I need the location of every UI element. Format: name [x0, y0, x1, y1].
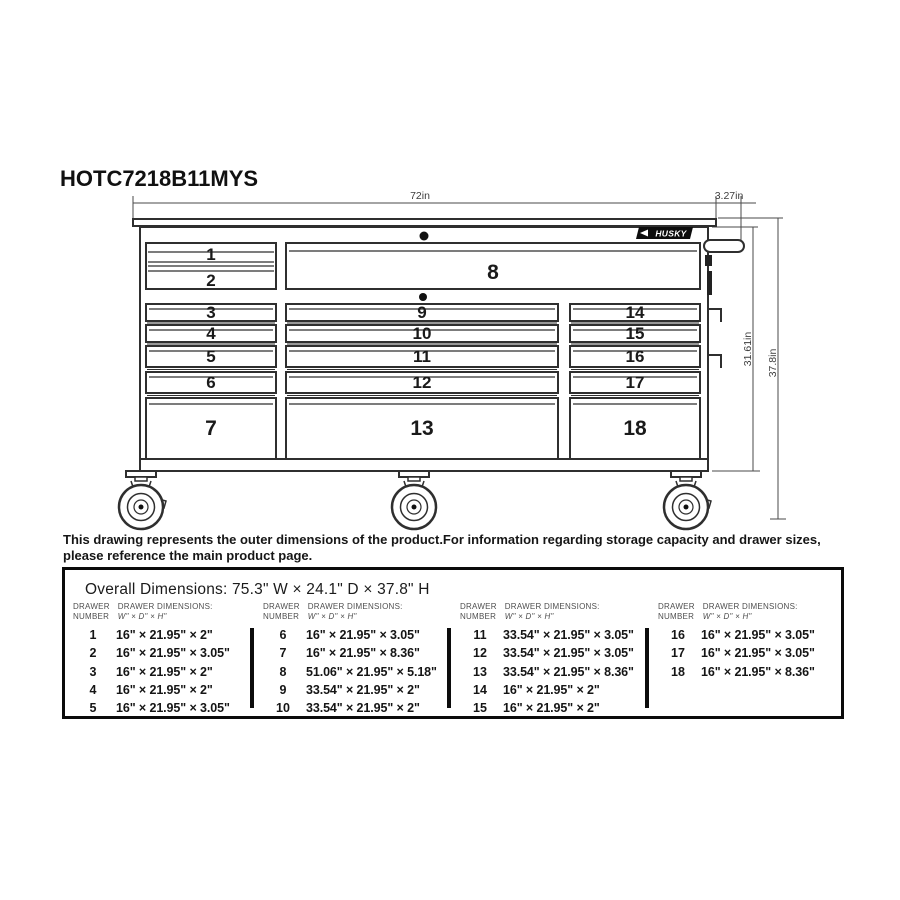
drawer-2-label: 2 [206, 271, 216, 290]
drawer-dim-cell: 33.54" × 21.95" × 2" [306, 683, 420, 698]
husky-logo-text: HUSKY [655, 228, 687, 239]
header-drawer: DRAWER [658, 602, 695, 611]
dimensions-table [62, 567, 844, 719]
drawer-17-label: 17 [625, 373, 645, 392]
drawer-13-label: 13 [410, 417, 434, 440]
table-separator [447, 628, 451, 708]
table-row [658, 626, 815, 644]
table-row [658, 663, 815, 681]
drawer-number-cell: 16 [671, 628, 685, 643]
table-row [263, 681, 437, 699]
top-drawer-section [146, 243, 700, 290]
drawer-dim-cell: 33.54" × 21.95" × 3.05" [503, 646, 634, 661]
drawer-dim-cell: 16" × 21.95" × 3.05" [701, 646, 815, 661]
dim-body-height-label: 31.61in [742, 331, 754, 367]
drawer-number-cell: 2 [89, 646, 97, 661]
dim-total-height-label: 37.8in [767, 348, 779, 378]
table-row [73, 644, 230, 662]
drawer-dim-cell: 16" × 21.95" × 2" [116, 683, 213, 698]
drawer-number-cell: 12 [473, 646, 487, 661]
lock-cylinder-main [419, 293, 427, 301]
header-number: NUMBER [658, 611, 695, 621]
drawer-number-cell: 13 [473, 664, 487, 679]
drawer-number-cell: 18 [671, 664, 685, 679]
drawer-dim-cell: 51.06" × 21.95" × 5.18" [306, 664, 437, 679]
drawer-table-group-3 [460, 602, 634, 717]
drawer-bank-right [570, 303, 700, 459]
header-wdh: W" × D" × H" [307, 611, 357, 621]
group-header [73, 602, 230, 621]
drawer-12-label: 12 [412, 373, 432, 392]
drawer-dim-cell: 16" × 21.95" × 8.36" [701, 664, 815, 679]
table-separator [250, 628, 254, 708]
drawer-dim-cell: 16" × 21.95" × 2" [503, 683, 600, 698]
drawer-number-cell: 17 [671, 646, 685, 661]
drawer-table-group-4 [658, 602, 815, 681]
drawer-10-label: 10 [412, 324, 432, 343]
group-header [460, 602, 634, 621]
drawer-16-label: 16 [625, 347, 645, 366]
drawer-dim-cell: 16" × 21.95" × 3.05" [116, 701, 230, 716]
drawer-11-label: 11 [413, 347, 431, 366]
drawer-1-label: 1 [206, 245, 216, 264]
worktop [133, 219, 716, 226]
header-number: NUMBER [263, 611, 300, 621]
drawer-dim-cell: 33.54" × 21.95" × 3.05" [503, 628, 634, 643]
group-header [658, 602, 815, 621]
husky-logo [636, 227, 693, 239]
drawer-8-label: 8 [487, 261, 499, 284]
table-row [263, 644, 437, 662]
drawer-dim-cell: 33.54" × 21.95" × 8.36" [503, 664, 634, 679]
drawer-dim-cell: 33.54" × 21.95" × 2" [306, 701, 420, 716]
drawer-dim-cell: 16" × 21.95" × 2" [116, 628, 213, 643]
header-wdh: W" × D" × H" [702, 611, 752, 621]
drawer-5-label: 5 [206, 347, 216, 366]
drawer-dim-cell: 16" × 21.95" × 3.05" [701, 628, 815, 643]
drawer-dim-cell: 16" × 21.95" × 2" [503, 701, 600, 716]
table-row [460, 644, 634, 662]
drawer-bank-center [286, 303, 558, 459]
lock-cylinder-top [420, 232, 429, 241]
table-row [460, 626, 634, 644]
table-row [658, 644, 815, 662]
drawer-table-group-1 [73, 602, 230, 717]
dim-width-label: 72in [410, 190, 430, 202]
drawer-18-label: 18 [623, 417, 647, 440]
note-text [63, 532, 863, 563]
table-row [460, 663, 634, 681]
drawer-6-label: 6 [206, 373, 216, 392]
drawer-number-cell: 6 [279, 628, 287, 643]
drawer-number-cell: 10 [276, 701, 290, 716]
table-row [73, 626, 230, 644]
dim-handle-label: 3.27in [714, 190, 744, 202]
drawer-number-cell: 11 [473, 628, 487, 643]
drawer-4-label: 4 [206, 324, 216, 343]
header-drawer: DRAWER [263, 602, 300, 611]
caster-left [119, 471, 166, 529]
note-line-2: please reference the main product page. [63, 547, 313, 563]
header-wdh: W" × D" × H" [117, 611, 167, 621]
header-dimensions: DRAWER DIMENSIONS: [504, 602, 600, 611]
drawer-dim-cell: 16" × 21.95" × 8.36" [306, 646, 420, 661]
header-number: NUMBER [73, 611, 110, 621]
drawer-number-cell: 15 [473, 701, 487, 716]
table-row [263, 663, 437, 681]
table-row [73, 663, 230, 681]
drawer-number-cell: 1 [89, 628, 97, 643]
table-row [73, 699, 230, 717]
header-wdh: W" × D" × H" [504, 611, 554, 621]
overall-dimensions: Overall Dimensions: 75.3" W × 24.1" D × 37.8" H [85, 581, 430, 598]
table-row [263, 626, 437, 644]
table-separator [645, 628, 649, 708]
product-model-title: HOTC7218B11MYS [60, 166, 259, 191]
note-line-1: This drawing represents the outer dimensions of the product.For information regarding storage capacity and drawer sizes, [63, 532, 821, 547]
header-drawer: DRAWER [460, 602, 497, 611]
header-dimensions: DRAWER DIMENSIONS: [117, 602, 213, 611]
drawer-table-group-2 [263, 602, 437, 717]
drawer-number-cell: 14 [473, 683, 487, 698]
group-header [263, 602, 437, 621]
header-dimensions: DRAWER DIMENSIONS: [307, 602, 403, 611]
table-row [73, 681, 230, 699]
drawer-number-cell: 8 [279, 664, 287, 679]
drawer-number-cell: 4 [89, 683, 97, 698]
drawer-dim-cell: 16" × 21.95" × 2" [116, 664, 213, 679]
table-row [263, 699, 437, 717]
table-row [460, 681, 634, 699]
drawer-dim-cell: 16" × 21.95" × 3.05" [116, 646, 230, 661]
drawer-3-label: 3 [206, 303, 216, 322]
drawer-dim-cell: 16" × 21.95" × 3.05" [306, 628, 420, 643]
header-drawer: DRAWER [73, 602, 110, 611]
drawer-number-cell: 7 [279, 646, 287, 661]
header-number: NUMBER [460, 611, 497, 621]
drawer-7-label: 7 [205, 417, 217, 440]
drawer-number-cell: 5 [89, 701, 97, 716]
side-handle [704, 240, 744, 252]
drawer-number-cell: 3 [89, 664, 97, 679]
table-row [460, 699, 634, 717]
drawer-15-label: 15 [625, 324, 645, 343]
drawer-14-label: 14 [625, 303, 645, 322]
drawer-9-label: 9 [417, 303, 427, 322]
header-dimensions: DRAWER DIMENSIONS: [702, 602, 798, 611]
drawer-number-cell: 9 [279, 683, 287, 698]
drawer-bank-left [146, 303, 276, 459]
caster-center [392, 471, 436, 529]
caster-right [664, 471, 711, 529]
